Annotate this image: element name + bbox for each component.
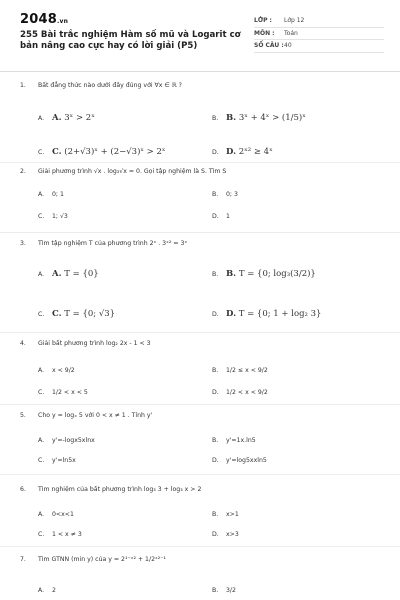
option-d[interactable]: D. 1 [212,213,230,220]
option-text: y'=ln5x [52,457,76,464]
option-c[interactable]: C. C. T = {0; √3} [38,309,116,319]
question-text: Tìm tập nghiệm T của phương trình 2ˣ . 3ˣ² = 3ˣ [38,240,188,247]
option-text: 1 < x ≠ 3 [52,531,82,538]
option-text: 0<x<1 [52,511,74,518]
option-text: D. T = {0; 1 + log₂ 3} [226,309,322,319]
question-5 [20,412,390,464]
option-c[interactable]: C. 1 < x ≠ 3 [38,531,82,538]
option-b[interactable]: B. 1/2 ≤ x < 9/2 [212,367,268,374]
option-text: 0; 3 [226,191,238,198]
option-a[interactable]: A. 0<x<1 [38,511,74,518]
option-text: 1/2 < x < 9/2 [226,389,268,396]
meta-key: SỐ CÂU : [254,42,284,50]
option-b[interactable]: B. B. 3ˣ + 4ˣ > (1/5)ˣ [212,113,306,123]
meta-value: Toán [284,29,298,37]
option-b[interactable]: B. B. T = {0; log₃(3/2)} [212,269,316,279]
option-text: C. T = {0; √3} [52,309,116,319]
question-number: 2. [20,168,26,175]
question-divider [0,232,400,233]
meta-row-grade [254,15,384,28]
option-text: 0; 1 [52,191,64,198]
question-number: 1. [20,82,26,89]
question-3 [20,240,390,319]
question-text: Cho y = logₓ 5 với 0 < x ≠ 1 . Tính y' [38,412,153,419]
option-a[interactable]: A. A. T = {0} [38,269,99,279]
option-text: D. 2ˣ² ≥ 4ˣ [226,147,273,157]
option-d[interactable]: D. D. 2ˣ² ≥ 4ˣ [212,147,273,157]
option-a[interactable]: A. y'=-logx5xlnx [38,437,95,444]
question-7 [20,556,390,594]
option-d[interactable]: D. D. T = {0; 1 + log₂ 3} [212,309,322,319]
question-number: 5. [20,412,26,419]
option-a[interactable]: A. 2 [38,587,56,594]
meta-row-subject [254,28,384,41]
header-divider [0,71,400,72]
meta-row-count [254,40,384,53]
question-text: Giải phương trình √x . log₃√x = 0. Gọi tập nghiệm là S. Tìm S [38,168,227,175]
question-divider [0,332,400,333]
option-c[interactable]: C. 1; √3 [38,213,68,220]
question-stem [20,486,390,493]
option-b[interactable]: B. y'=1x.ln5 [212,437,256,444]
site-logo[interactable]: 2048.vn [20,12,69,27]
question-number: 4. [20,340,26,347]
question-1 [20,82,390,157]
question-number: 6. [20,486,26,493]
option-a[interactable]: A. 0; 1 [38,191,64,198]
option-c[interactable]: C. y'=ln5x [38,457,76,464]
document-header [0,0,400,64]
option-text: 2 [52,587,56,594]
document-title: 255 Bài trắc nghiệm Hàm số mũ và Logarit cơ bản nâng cao cực hay có lời giải (P5) [20,30,241,51]
option-text: x>1 [226,511,239,518]
question-number: 7. [20,556,26,563]
question-divider [0,474,400,475]
option-text: y'=-logx5xlnx [52,437,95,444]
question-stem [20,82,390,89]
question-stem [20,168,390,175]
option-text: A. 3ˣ > 2ˣ [52,113,95,123]
question-2 [20,168,390,220]
question-number: 3. [20,240,26,247]
question-4 [20,340,390,396]
question-divider [0,162,400,163]
option-text: x < 9/2 [52,367,75,374]
document-meta [254,15,384,53]
meta-value: 40 [284,42,292,50]
option-text: 1/2 ≤ x < 9/2 [226,367,268,374]
option-c[interactable]: C. C. (2+√3)ˣ + (2−√3)ˣ > 2ˣ [38,147,166,157]
question-text: Tìm nghiệm của bất phương trình log₃ 3 + log₃ x > 2 [38,486,202,493]
question-divider [0,546,400,547]
option-d[interactable]: D. 1/2 < x < 9/2 [212,389,268,396]
option-b[interactable]: B. 3/2 [212,587,236,594]
question-divider [0,404,400,405]
option-c[interactable]: C. 1/2 < x < 5 [38,389,88,396]
option-b[interactable]: B. x>1 [212,511,239,518]
meta-value: Lớp 12 [284,17,305,25]
option-d[interactable]: D. x>3 [212,531,239,538]
option-text: 1 [226,213,230,220]
option-text: y'=log5xxln5 [226,457,267,464]
option-text: A. T = {0} [52,269,99,279]
question-stem [20,412,390,419]
question-6 [20,486,390,538]
option-text: B. T = {0; log₃(3/2)} [226,269,316,279]
option-text: x>3 [226,531,239,538]
option-d[interactable]: D. y'=log5xxln5 [212,457,267,464]
option-text: 3/2 [226,587,236,594]
question-text: Bất đẳng thức nào dưới đây đúng với ∀x ∈ ℝ ? [38,82,182,89]
option-text: 1/2 < x < 5 [52,389,88,396]
option-text: 1; √3 [52,213,68,220]
meta-key: LỚP : [254,17,272,25]
question-text: Tìm GTNN (min y) của y = 2¹⁻ˣ² + 1/2ˣ²⁻¹ [38,556,166,563]
question-stem [20,556,390,563]
option-text: y'=1x.ln5 [226,437,256,444]
question-stem [20,340,390,347]
option-text: B. 3ˣ + 4ˣ > (1/5)ˣ [226,113,306,123]
option-b[interactable]: B. 0; 3 [212,191,238,198]
option-a[interactable]: A. x < 9/2 [38,367,75,374]
option-text: C. (2+√3)ˣ + (2−√3)ˣ > 2ˣ [52,147,166,157]
question-text: Giải bất phương trình log₂ 2x - 1 < 3 [38,340,151,347]
option-a[interactable]: A. A. 3ˣ > 2ˣ [38,113,95,123]
question-stem [20,240,390,247]
meta-key: MÔN : [254,29,275,37]
